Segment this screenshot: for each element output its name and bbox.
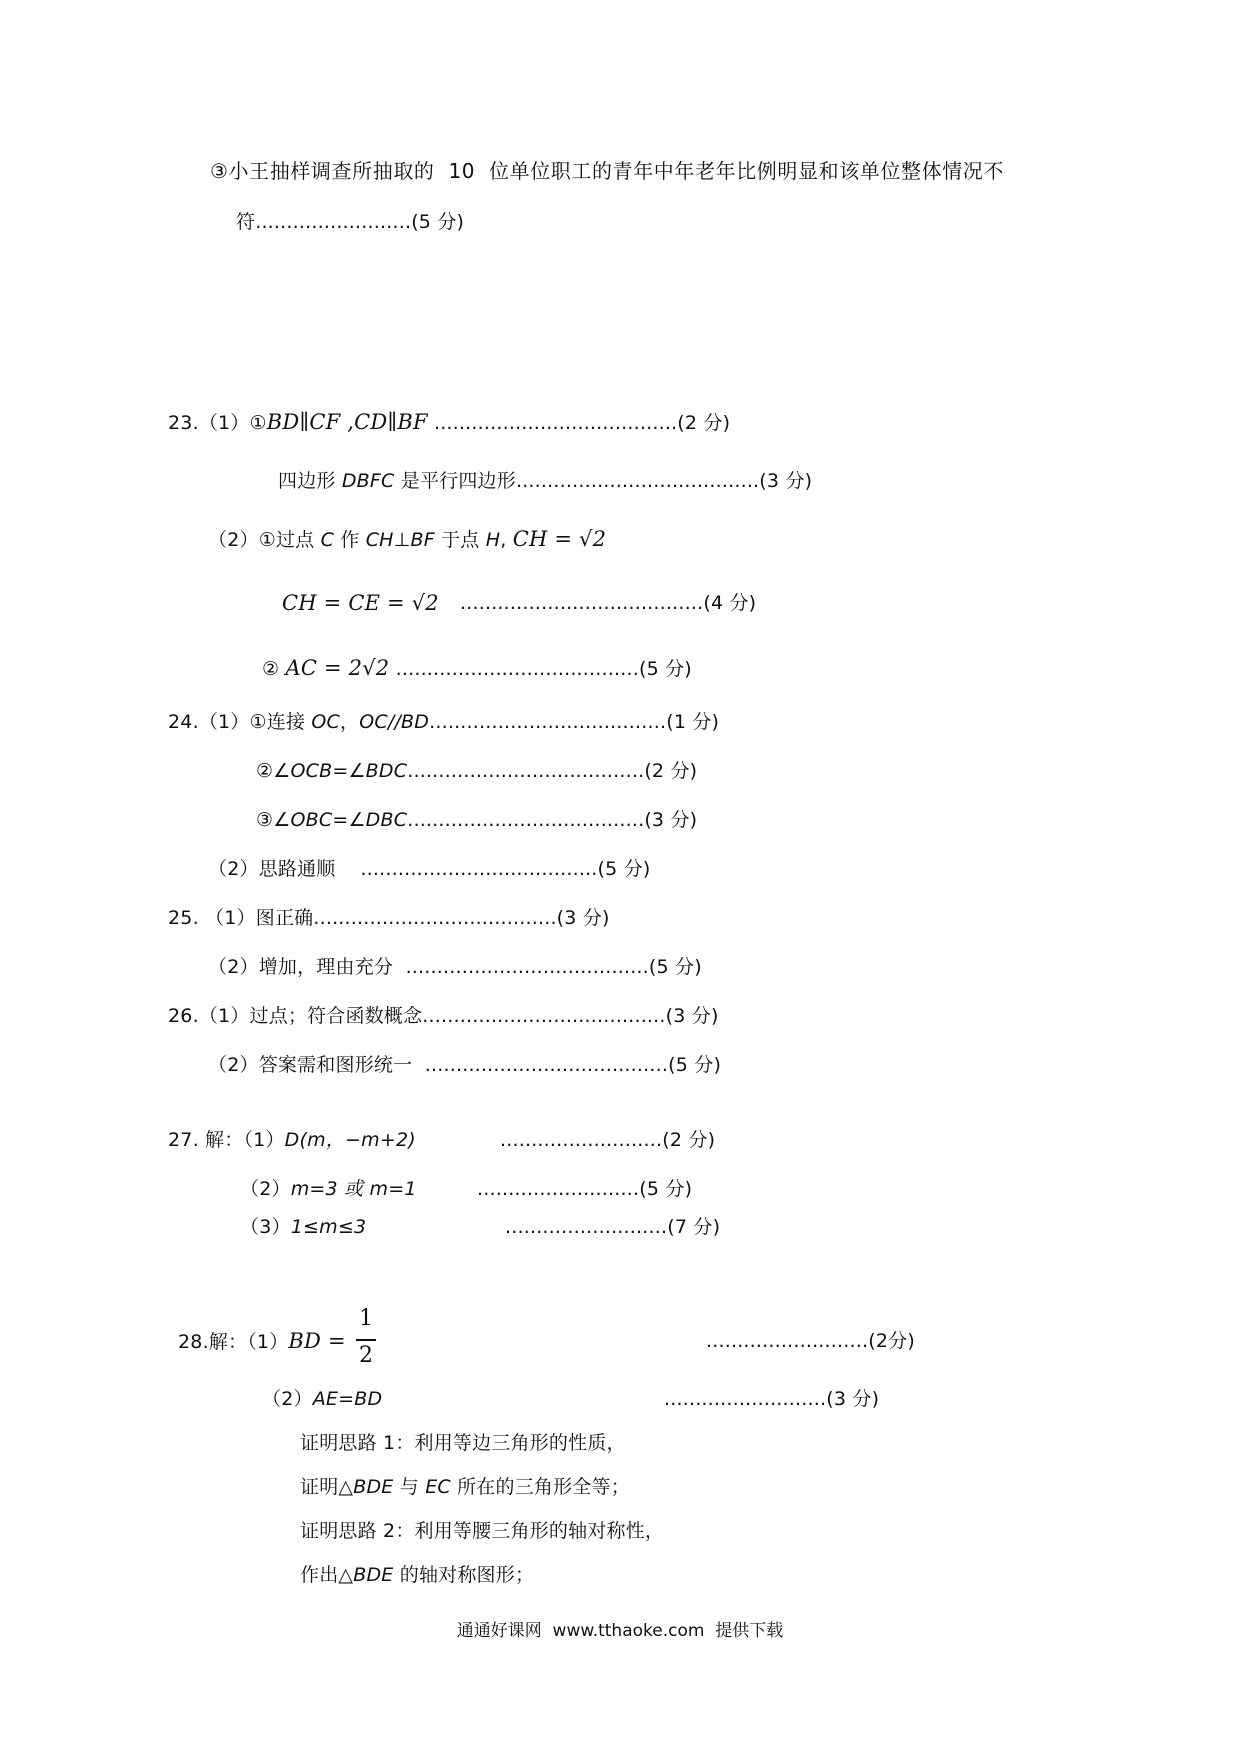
q28-score-2: ..........................(2分) bbox=[706, 1330, 915, 1352]
q28-p6-prefix: 作出△ bbox=[300, 1564, 354, 1586]
q23-ch-ce-math: CH = CE = √2 bbox=[282, 591, 439, 615]
q24-part2-text: （2）思路通顺 ......................................(5 分) bbox=[208, 858, 651, 880]
q27-m-range: 1≤m≤3 bbox=[290, 1216, 367, 1238]
q27-part2-line bbox=[240, 1176, 417, 1202]
q23-ac-math: AC = 2√2 bbox=[285, 656, 390, 680]
q24-prefix: 24.（1）①连接 bbox=[168, 711, 312, 733]
q24-part2-line bbox=[208, 856, 651, 882]
q25-part2-line bbox=[208, 954, 702, 980]
q23-p3-comma: , bbox=[500, 529, 513, 551]
q28-proof2-text: 证明思路 2：利用等腰三角形的轴对称性， bbox=[300, 1520, 665, 1542]
q24-sep: ， bbox=[340, 711, 360, 733]
q28-p1-prefix: 28.解：（1） bbox=[178, 1331, 289, 1353]
q22-line-1 bbox=[210, 158, 1004, 184]
q24-part1-line bbox=[168, 709, 719, 735]
q23-parallelogram-prefix: 四边形 bbox=[278, 470, 342, 492]
q26-part2-text: （2）答案需和图形统一 .......................................(5 分) bbox=[208, 1054, 722, 1076]
q22-line-2 bbox=[236, 209, 464, 235]
q27-part3-line bbox=[240, 1214, 366, 1240]
q23-parallel-math: BD∥CF ,CD∥BF bbox=[266, 410, 428, 434]
q23-p3-perp: ⊥ bbox=[393, 529, 411, 551]
q24-angle-ocb: ∠OCB=∠BDC bbox=[273, 760, 408, 782]
q23-prefix: 23.（1）① bbox=[168, 412, 267, 434]
q28-proof2-line bbox=[300, 1518, 664, 1544]
q25-part1-line bbox=[168, 905, 610, 931]
q27-part2-score-line bbox=[477, 1176, 692, 1202]
q23-parallelogram-rest: 是平行四边形.......................................(3 分) bbox=[394, 470, 813, 492]
q28-fraction-denominator: 2 bbox=[359, 1343, 373, 1368]
q28-bde-2: BDE bbox=[353, 1564, 394, 1586]
q27-d-coord: D(m，−m+2) bbox=[284, 1129, 416, 1151]
q23-ch-ce-line bbox=[282, 590, 439, 617]
q27-p2-prefix: （2） bbox=[240, 1178, 291, 1200]
q23-parallelogram-line bbox=[278, 468, 812, 494]
q22-line-2-text: 符.........................(5 分) bbox=[236, 211, 465, 233]
q23-p3-mid2: 于点 bbox=[434, 529, 486, 551]
q23-score-4: .......................................(4 分) bbox=[460, 592, 757, 614]
q28-proof1-line bbox=[300, 1430, 626, 1456]
q28-fraction-numerator: 1 bbox=[359, 1306, 373, 1331]
q27-part1-line bbox=[168, 1127, 416, 1153]
q23-score-2: .......................................(2 分) bbox=[427, 412, 731, 434]
q28-ae-bd: AE=BD bbox=[312, 1388, 383, 1410]
q26-part1-text: 26.（1）过点；符合函数概念.......................................(3 分) bbox=[168, 1005, 719, 1027]
q24-angle-ocb-line bbox=[256, 758, 697, 784]
q27-p3-prefix: （3） bbox=[240, 1216, 291, 1238]
q28-p4-mid: 与 bbox=[393, 1476, 426, 1498]
q27-score-7: ..........................(7 分) bbox=[505, 1216, 721, 1238]
q28-p4-rest: 所在的三角形全等； bbox=[450, 1476, 630, 1498]
q28-score-3: ..........................(3 分) bbox=[664, 1388, 880, 1410]
q27-part1-score-line bbox=[500, 1127, 715, 1153]
q24-p2-prefix: ② bbox=[256, 760, 274, 782]
q23-ch-sqrt2: CH = √2 bbox=[512, 527, 607, 551]
q24-oc: OC bbox=[311, 711, 341, 733]
q28-proof1-detail-line bbox=[300, 1474, 630, 1500]
q24-angle-obc-line bbox=[256, 807, 697, 833]
q24-score-3: ......................................(3 分) bbox=[407, 809, 698, 831]
q28-p6-rest: 的轴对称图形； bbox=[393, 1564, 535, 1586]
q24-score-1: ......................................(1 分) bbox=[429, 711, 720, 733]
q28-proof2-detail-line bbox=[300, 1562, 534, 1588]
q27-score-5: ..........................(5 分) bbox=[477, 1178, 693, 1200]
q23-part1-line bbox=[168, 409, 730, 436]
q27-score-2: ..........................(2 分) bbox=[500, 1129, 716, 1151]
q24-p3-prefix: ③ bbox=[256, 809, 274, 831]
q26-part1-line bbox=[168, 1003, 719, 1029]
q28-part2-line bbox=[262, 1386, 382, 1412]
q23-dbfc: DBFC bbox=[341, 470, 395, 492]
q23-ch-ce-score-line bbox=[460, 590, 756, 616]
q28-ec: EC bbox=[425, 1476, 451, 1498]
q24-angle-obc: ∠OBC=∠DBC bbox=[273, 809, 408, 831]
q27-part3-score-line bbox=[505, 1214, 720, 1240]
q23-ac-line bbox=[262, 655, 692, 682]
q23-p3-h: H bbox=[485, 529, 501, 551]
q28-part1-score-line bbox=[706, 1328, 915, 1354]
q24-score-2: ......................................(2 分) bbox=[407, 760, 698, 782]
q28-part2-score-line bbox=[664, 1386, 879, 1412]
q23-ac-prefix: ② bbox=[262, 658, 286, 680]
q25-part2-text: （2）增加，理由充分 .......................................(5 分) bbox=[208, 956, 702, 978]
q28-fraction-bar bbox=[356, 1339, 376, 1341]
q27-m-values: m=3 或 m=1 bbox=[290, 1178, 417, 1200]
q23-part2-line bbox=[208, 526, 606, 553]
q23-p3-c: C bbox=[320, 529, 335, 551]
q27-p1-prefix: 27. 解：（1） bbox=[168, 1129, 285, 1151]
q28-bde-1: BDE bbox=[353, 1476, 394, 1498]
q24-oc-bd: OC//BD bbox=[359, 711, 430, 733]
q28-proof1-text: 证明思路 1：利用等边三角形的性质， bbox=[300, 1432, 626, 1454]
q28-p4-prefix: 证明△ bbox=[300, 1476, 354, 1498]
q23-p3-bf: BF bbox=[410, 529, 435, 551]
q23-p3-ch: CH bbox=[365, 529, 394, 551]
q28-part1-line bbox=[178, 1328, 346, 1355]
q28-p2-prefix: （2） bbox=[262, 1388, 313, 1410]
q22-line-1-text: ③小王抽样调查所抽取的 10 位单位职工的青年中年老年比例明显和该单位整体情况不 bbox=[210, 159, 1005, 183]
q25-part1-text: 25. （1）图正确.......................................(3 分) bbox=[168, 907, 610, 929]
q23-score-5: .......................................(5 分) bbox=[389, 658, 692, 680]
q23-p3-prefix: （2）①过点 bbox=[208, 529, 321, 551]
q26-part2-line bbox=[208, 1052, 721, 1078]
q28-bd-eq: BD = bbox=[288, 1329, 346, 1353]
footer-watermark: 通通好课网 www.tthaoke.com 提供下载 bbox=[456, 1621, 784, 1641]
q23-p3-mid: 作 bbox=[334, 529, 366, 551]
